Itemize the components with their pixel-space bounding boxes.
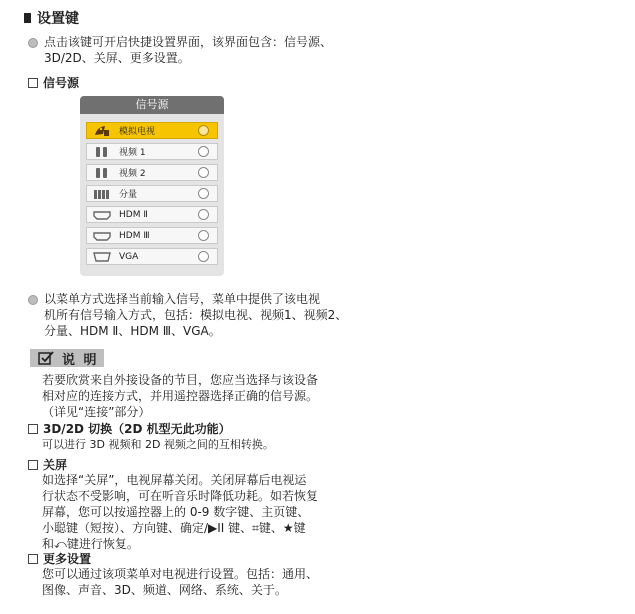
note-label: 说 明: [62, 352, 99, 368]
intro-paragraph: [28, 34, 332, 66]
mode-3d-title: 3D/2D 切换（2D 机型无此功能）: [43, 422, 231, 436]
section-heading: [24, 8, 79, 28]
checkbox-square-icon: [28, 554, 38, 564]
av-connector-icon: [93, 146, 111, 158]
more-settings-title: 更多设置: [43, 552, 92, 566]
component-connector-icon: [93, 188, 111, 200]
source-option-analog-tv[interactable]: [86, 122, 218, 139]
checkbox-square-icon: [28, 460, 38, 470]
signal-source-description: [28, 291, 347, 339]
av-connector-icon: [93, 167, 111, 179]
hdmi-port-icon: [93, 230, 111, 242]
note-line: 相对应的连接方式，并用遥控器选择正确的信号源。: [42, 389, 319, 403]
heading-marker-icon: [24, 13, 31, 23]
screen-off-line: 如选择“关屏”，电视屏幕关闭。关闭屏幕后电视运: [42, 473, 307, 487]
more-settings-line: 您可以通过该项菜单对电视进行设置。包括：通用、: [42, 567, 319, 581]
source-option-label: HDM Ⅲ: [119, 230, 150, 241]
bullet-icon: [28, 38, 38, 48]
screen-off-heading: [28, 456, 67, 473]
radio-selected-icon: [198, 125, 209, 136]
radio-icon: [198, 251, 209, 262]
description-line: 以菜单方式选择当前输入信号，菜单中提供了该电视: [44, 292, 321, 306]
source-option-label: 视频 2: [119, 169, 146, 179]
screen-off-text: [42, 472, 318, 552]
more-settings-heading: [28, 550, 91, 567]
signal-source-heading: [28, 74, 79, 91]
hdmi-port-icon: [93, 209, 111, 221]
source-option-component[interactable]: [86, 185, 218, 202]
mode-3d-heading: [28, 420, 231, 437]
intro-line: 3D/2D、关屏、更多设置。: [44, 51, 190, 65]
source-option-vga[interactable]: [86, 248, 218, 265]
screen-off-line: 行状态不受影响，可在听音乐时降低功耗。如若恢复: [42, 489, 319, 503]
mode-3d-text: 可以进行 3D 视频和 2D 视频之间的互相转换。: [42, 438, 274, 451]
description-line: 机所有信号输入方式，包括：模拟电视、视频1、视频2、: [44, 308, 348, 322]
source-option-hdmi-2[interactable]: [86, 227, 218, 244]
note-text: [42, 372, 318, 420]
source-option-label: 分量: [119, 190, 138, 200]
source-option-label: 模拟电视: [119, 127, 156, 137]
description-line: 分量、HDM Ⅱ、HDM Ⅲ、VGA。: [44, 324, 221, 338]
radio-icon: [198, 230, 209, 241]
signal-source-title: 信号源: [43, 76, 80, 90]
note-line: 若要欣赏来自外接设备的节目，您应当选择与该设备: [42, 373, 319, 387]
radio-icon: [198, 146, 209, 157]
bullet-icon: [28, 295, 38, 305]
radio-icon: [198, 209, 209, 220]
more-settings-text: [42, 566, 318, 598]
screen-off-line: 小聪键（短按）、方向键、确定/▶II 键、⌗键、★键: [42, 521, 306, 535]
source-option-video-1[interactable]: [86, 143, 218, 160]
source-option-video-2[interactable]: [86, 164, 218, 181]
source-option-label: 视频 1: [119, 148, 146, 158]
checkbox-square-icon: [28, 424, 38, 434]
radio-icon: [198, 188, 209, 199]
vga-port-icon: [93, 251, 111, 263]
signal-source-panel: [80, 96, 224, 276]
radio-icon: [198, 167, 209, 178]
note-line: （详见“连接”部分）: [42, 405, 151, 419]
edit-checkbox-icon: [38, 351, 54, 365]
panel-title: 信号源: [80, 96, 224, 114]
source-option-label: VGA: [119, 251, 139, 262]
more-settings-line: 图像、声音、3D、频道、网络、系统、关于。: [42, 583, 287, 597]
checkbox-square-icon: [28, 78, 38, 88]
source-option-label: HDM Ⅱ: [119, 209, 148, 220]
screen-off-line: 和⤺键进行恢复。: [42, 537, 139, 551]
heading-text: 设置键: [37, 11, 79, 27]
satellite-dish-icon: [93, 125, 111, 137]
screen-off-line: 屏幕，您可以按遥控器上的 0-9 数字键、主页键、: [42, 505, 310, 519]
intro-line: 点击该键可开启快捷设置界面，该界面包含：信号源、: [44, 35, 333, 49]
note-label-bar: [30, 349, 104, 367]
source-option-hdmi-1[interactable]: [86, 206, 218, 223]
screen-off-title: 关屏: [43, 458, 68, 472]
